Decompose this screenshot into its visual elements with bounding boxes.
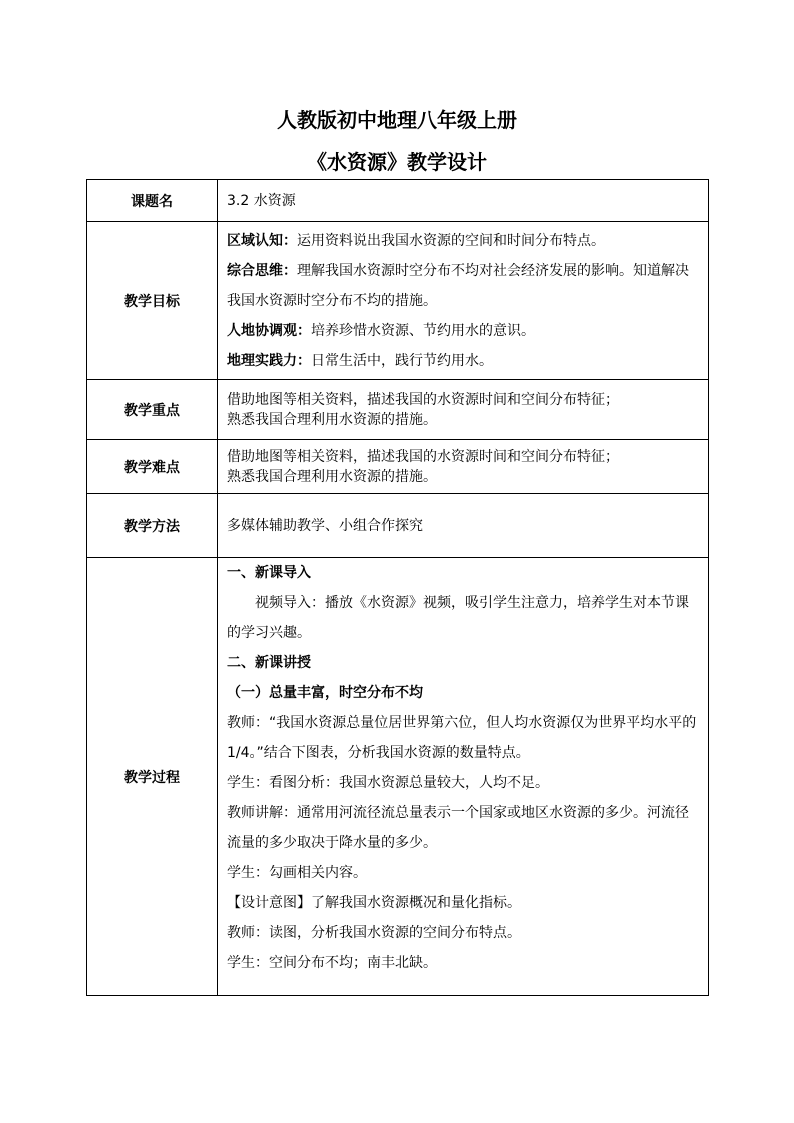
goal-text: 运用资料说出我国水资源的空间和时间分布特点。 (297, 232, 605, 249)
goal-item (227, 316, 700, 346)
goal-key: 地理实践力： (227, 352, 311, 369)
process-paragraph: 教师：“我国水资源总量位居世界第六位，但人均水资源仅为世界平均水平的 1/4。”结合下图表，分析我国水资源的数量特点。 (227, 715, 697, 761)
goal-text: 理解我国水资源时空分布不均对社会经济发展的影响。知道解决我国水资源时空分布不均的措施。 (227, 262, 689, 309)
keypoints-line: 熟悉我国合理利用水资源的措施。 (227, 411, 437, 428)
row-label-topic: 课题名 (87, 180, 218, 222)
process-paragraph: 教师：读图，分析我国水资源的空间分布特点。 (227, 925, 521, 941)
row-label-goals: 教学目标 (87, 222, 218, 380)
row-label-difficulties: 教学难点 (87, 440, 218, 494)
topic-value: 3.2 水资源 (218, 180, 709, 222)
keypoints-line: 借助地图等相关资料，描述我国的水资源时间和空间分布特征； (227, 391, 619, 408)
table-row-difficulties (87, 440, 709, 494)
difficulties-line: 借助地图等相关资料，描述我国的水资源时间和空间分布特征； (227, 448, 619, 465)
goal-key: 人地协调观： (227, 322, 311, 339)
process-subheading: （一）总量丰富，时空分布不均 (227, 685, 423, 701)
goals-content (218, 222, 709, 380)
difficulties-content (218, 440, 709, 494)
process-paragraph: 学生：勾画相关内容。 (227, 865, 367, 881)
document-title: 人教版初中地理八年级上册 (277, 108, 517, 132)
process-paragraph: 学生：空间分布不均；南丰北缺。 (227, 955, 437, 971)
goal-item (227, 226, 700, 256)
process-paragraph: 教师讲解：通常用河流径流总量表示一个国家或地区水资源的多少。河流径流量的多少取决于降水量的多少。 (227, 805, 689, 851)
lesson-plan-table (86, 179, 709, 996)
row-label-methods: 教学方法 (87, 494, 218, 558)
goal-key: 区域认知： (227, 232, 297, 249)
keypoints-content (218, 380, 709, 440)
process-paragraph: 视频导入：播放《水资源》视频，吸引学生注意力，培养学生对本节课的学习兴趣。 (227, 595, 689, 641)
process-heading: 二、新课讲授 (227, 655, 311, 671)
process-heading: 一、新课导入 (227, 565, 311, 581)
goal-text: 培养珍惜水资源、节约用水的意识。 (311, 322, 535, 339)
difficulties-line: 熟悉我国合理利用水资源的措施。 (227, 468, 437, 485)
goal-text: 日常生活中，践行节约用水。 (311, 352, 493, 369)
table-row-methods (87, 494, 709, 558)
goal-item (227, 256, 700, 316)
row-label-keypoints: 教学重点 (87, 380, 218, 440)
table-row-process (87, 558, 709, 996)
process-paragraph: 【设计意图】了解我国水资源概况和量化指标。 (227, 895, 521, 911)
goal-key: 综合思维： (227, 262, 297, 279)
document-subtitle: 《水资源》教学设计 (307, 150, 487, 174)
goal-item (227, 346, 700, 376)
table-row-topic (87, 180, 709, 222)
table-row-goals (87, 222, 709, 380)
row-label-process: 教学过程 (87, 558, 218, 996)
process-content (218, 558, 709, 996)
process-paragraph: 学生：看图分析：我国水资源总量较大，人均不足。 (227, 775, 549, 791)
table-row-keypoints (87, 380, 709, 440)
methods-value: 多媒体辅助教学、小组合作探究 (218, 494, 709, 558)
